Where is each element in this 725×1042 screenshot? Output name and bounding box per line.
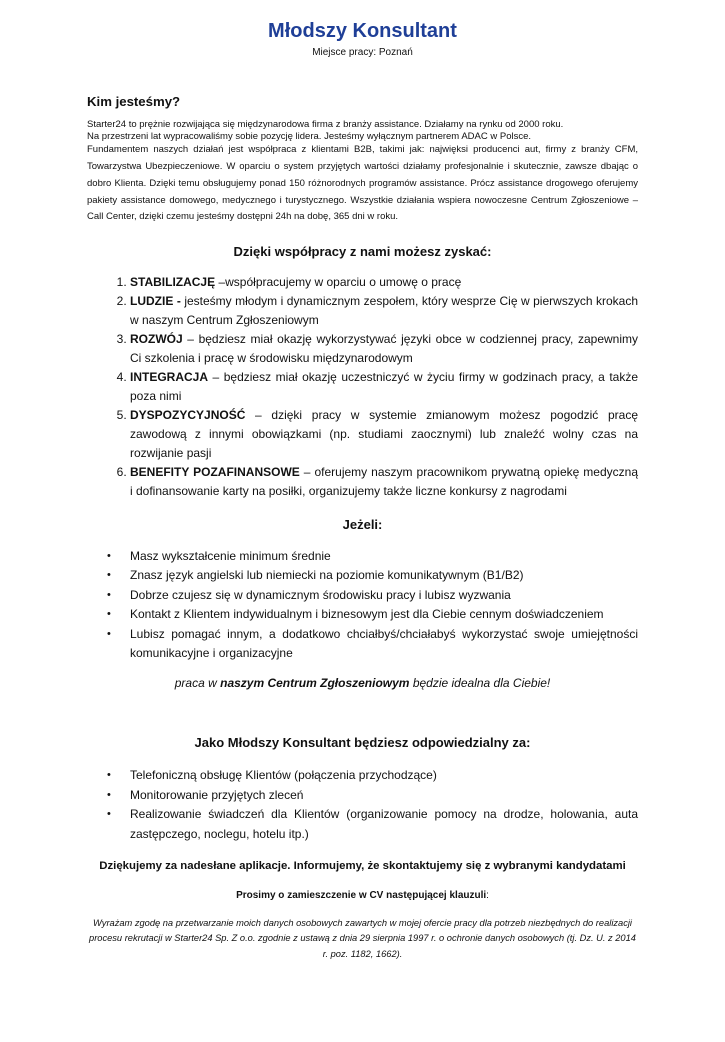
requirement-text: Znasz język angielski lub niemiecki na poziomie komunikatywnym (B1/B2)	[130, 568, 524, 583]
tagline-bold: naszym Centrum Zgłoszeniowym	[220, 676, 410, 691]
responsibility-item	[107, 786, 638, 805]
benefit-term: ROZWÓJ	[130, 331, 183, 346]
bullet-icon: •	[107, 808, 111, 821]
requirement-item	[107, 566, 638, 585]
benefit-item	[130, 463, 638, 501]
privacy-clause: Wyrażam zgodę na przetwarzanie moich danych osobowych zawartych w mojej ofercie pracy dla potrzeb niezbędnych do realizacji procesu rekrutacji w Starter24 Sp. Z o.o. zgodnie z ustawą z dnia 29 sierpnia 1997 r. o ochronie danych osobowych (tj. Dz. U. z 2014 r. poz. 1182, 1662).	[89, 917, 636, 959]
bullet-icon: •	[107, 769, 111, 782]
ideal-job-tagline	[87, 675, 638, 691]
benefit-text: – oferujemy naszym pracownikom prywatną opiekę medyczną i dofinansowanie karty na posiłki, organizujemy także liczne konkursy z nagrodami	[130, 464, 638, 498]
requirement-text: Masz wykształcenie minimum średnie	[130, 548, 331, 563]
benefit-term: DYSPOZYCYJNOŚĆ	[130, 407, 246, 422]
responsibility-text: Realizowanie świadczeń dla Klientów (organizowanie pomocy na drodze, holowania, auta zastępczego, noclegu, hotelu itp.)	[130, 807, 638, 841]
benefit-term: BENEFITY POZAFINANSOWE	[130, 464, 300, 479]
about-heading: Kim jesteśmy?	[87, 94, 181, 109]
about-paragraph: Fundamentem naszych działań jest współpraca z klientami B2B, takimi jak: najwięksi producenci aut, firmy z branży CFM, Towarzystwa Ubezpieczeniowe. W oparciu o system przyjętych wartości działamy profesjonalnie i skutecznie, zawsze dbając o dobro Klienta. Dzięki temu obsługujemy ponad 150 różnorodnych programów assistance. Prócz assistance drogowego oferujemy pakiety assistance domowego, medycznego i turystycznego. Wszystkie działania wspiera nowoczesne Centrum Zgłoszeniowe – Call Center, dzięki czemu jesteśmy dostępni 24h na dobę, 365 dni w roku.	[87, 144, 638, 223]
benefit-text: – będziesz miał okazję uczestniczyć w życiu firmy w godzinach pracy, a także poza nimi	[130, 369, 638, 403]
bullet-icon: •	[107, 627, 111, 640]
about-line-2: Na przestrzeni lat wypracowaliśmy sobie pozycję lidera. Jesteśmy wyłącznym partnerem ADAC w Polsce.	[87, 130, 532, 142]
bullet-icon: •	[107, 569, 111, 582]
bullet-icon: •	[107, 588, 111, 601]
tagline-pre: praca w	[174, 676, 221, 691]
benefit-item	[130, 368, 638, 406]
about-line-1: Starter24 to prężnie rozwijająca się międzynarodowa firma z branży assistance. Działamy na rynku od 2000 roku.	[87, 119, 564, 130]
requirements-list	[87, 547, 638, 663]
bullet-icon: •	[107, 608, 111, 621]
benefit-item	[130, 273, 638, 292]
benefit-term: STABILIZACJĘ	[130, 274, 216, 289]
benefit-term: INTEGRACJA	[130, 369, 209, 384]
responsibility-text: Telefoniczną obsługę Klientów (połączenia przychodzące)	[130, 768, 437, 783]
requirement-text: Dobrze czujesz się w dynamicznym środowisku pracy i lubisz wyzwania	[130, 587, 511, 602]
requirements-heading: Jeżeli:	[342, 516, 383, 532]
requirement-item	[107, 586, 638, 605]
benefits-list	[87, 273, 638, 501]
clause-request-text: Prosimy o zamieszczenie w CV następującej klauzuli	[236, 889, 487, 901]
responsibilities-list	[87, 766, 638, 844]
benefit-text: –współpracujemy w oparciu o umowę o pracę	[215, 274, 462, 289]
job-offer-page	[0, 18, 725, 1042]
requirement-item	[107, 547, 638, 566]
benefit-item	[130, 330, 638, 368]
workplace-location: Miejsce pracy: Poznań	[312, 47, 413, 58]
responsibilities-heading: Jako Młodszy Konsultant będziesz odpowiedzialny za:	[194, 735, 531, 751]
benefits-heading: Dzięki współpracy z nami możesz zyskać:	[233, 243, 492, 259]
thanks-note: Dziękujemy za nadesłane aplikacje. Informujemy, że skontaktujemy się z wybranymi kandydatami	[99, 859, 626, 872]
benefit-item	[130, 292, 638, 330]
responsibility-item	[107, 805, 638, 844]
bullet-icon: •	[107, 788, 111, 801]
benefit-text: jesteśmy młodym i dynamicznym zespołem, który wesprze Cię w pierwszych krokach w naszym Centrum Zgłoszeniowym	[130, 293, 638, 327]
benefit-term: LUDZIE -	[130, 293, 181, 308]
tagline-post: będzie idealna dla Ciebie!	[409, 676, 551, 691]
benefit-item	[130, 406, 638, 463]
job-title: Młodszy Konsultant	[268, 20, 457, 42]
clause-request	[87, 889, 638, 903]
responsibility-item	[107, 766, 638, 785]
requirement-text: Kontakt z Klientem indywidualnym i biznesowym jest dla Ciebie cennym doświadczeniem	[130, 607, 604, 622]
responsibility-text: Monitorowanie przyjętych zleceń	[130, 787, 304, 802]
requirement-item	[107, 605, 638, 624]
about-text	[87, 119, 638, 226]
requirement-text: Lubisz pomagać innym, a dodatkowo chciałbyś/chciałabyś wykorzystać swoje umiejętności komunikacyjne i organizacyjne	[130, 626, 638, 660]
benefit-text: – będziesz miał okazję wykorzystywać języki obce w codziennej pracy, zapewnimy Ci szkolenia i pracę w środowisku międzynarodowym	[130, 331, 638, 365]
benefit-text: – dzięki pracy w systemie zmianowym możesz pogodzić pracę zawodową z innymi obowiązkami (np. studiami zaocznymi) lub znaleźć wolny czas na rozwijanie pasji	[130, 407, 638, 460]
bullet-icon: •	[107, 549, 111, 562]
clause-request-colon: :	[486, 889, 489, 901]
requirement-item	[107, 625, 638, 664]
